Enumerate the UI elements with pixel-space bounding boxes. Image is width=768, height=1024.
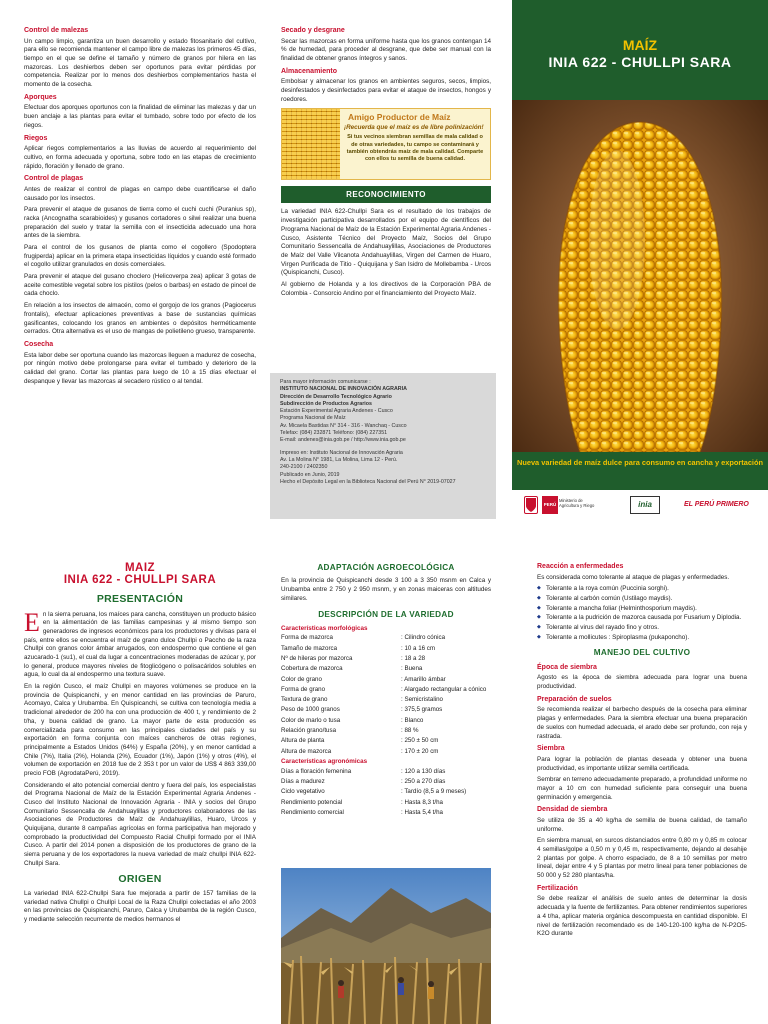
text-siembra-2: Sembrar en terreno adecuadamente preparado, a profundidad uniforme no mayor a 10 cm con humedad suficiente para conseguir una buena germinación y emergencia. bbox=[537, 776, 747, 801]
corn-cob-illustration bbox=[512, 100, 768, 452]
contact-line: E-mail: andenes@inia.gob.pe / http://www.inia.gob.pe bbox=[280, 437, 406, 444]
table-row bbox=[281, 747, 491, 757]
text-presentacion-2: En la región Cusco, el maíz Chullpi en mayores volúmenes se produce en la provincia de Quispicanchi, y en menor cantidad en las provincias de Paruro, Acomayo, Calca y Urubamba. En Quispicanchi, se cultiva con tecnología media a tradicional alrededor de 200 ha con una producción de 400 t, y rendimiento de 2 t/ha, y buena calidad de grano. La mayor parte de esta producción es comercializada para consumo en las principales ciudades del país y su exportación en forma conjunta con maíces cancheros de otras regiones, principalmente a Estados Unidos (64%) y España (20%), y en menor cantidad a Chile (7%), Italia (2%), Holanda (2%), Ecuador (1%), Japón (1%) y otros (4%), el volumen de exportación en 2018 fue de 2 353 t por un valor de US$ 4 863 339,00 precio FOB (AgrodataPerú, 2019). bbox=[24, 683, 256, 777]
list-item: ◆ Tolerante a mollicutes : Spiroplasma (pukaponcho). bbox=[537, 634, 747, 643]
table-cell-label: Días a floración femenina bbox=[281, 767, 352, 775]
text-riegos: Aplicar riegos complementarios a las lluvias de acuerdo al requerimiento del cultivo, en forma adecuada y oportuna, sobre todo en las etapas de crecimiento rápido, floración y llenado de grano. bbox=[24, 145, 256, 170]
text-cosecha: Esta labor debe ser oportuna cuando las mazorcas lleguen a madurez de cosecha, por ningún motivo debe prolongarse para evitar el tumbado y deterioro de la calidad del grano. Cortar las plantas para luego de 10 a 15 días efectuar el despanque y llevar las mazorcas al secadero rústico o al tendal. bbox=[24, 351, 256, 385]
table-row bbox=[281, 736, 491, 746]
table-cell-label: Relación grano/tusa bbox=[281, 727, 337, 735]
logo-strip bbox=[512, 490, 768, 520]
table-row bbox=[281, 664, 491, 674]
contact-line: Telefax: (084) 232871 Teléfono: (084) 227351 bbox=[280, 430, 388, 437]
table-cell-value: : Buena bbox=[401, 665, 423, 673]
heading-reconocimiento: RECONOCIMIENTO bbox=[281, 186, 491, 203]
list-item: ◆ Tolerante al carbón común (Ustilago maydis). bbox=[537, 595, 747, 604]
column-descripcion bbox=[281, 562, 491, 862]
text-preparacion: Se recomienda realizar el barbecho después de la cosecha para eliminar plagas y enfermedades. Para la siembra efectuar una buena preparación de suelos con humedad adecuada, el arado debe ser profundo, con reja y rastrada. bbox=[537, 706, 747, 740]
heading-control-malezas: Control de malezas bbox=[24, 27, 89, 34]
contact-line: Dirección de Desarrollo Tecnológico Agrario bbox=[280, 393, 392, 400]
table-cell-label: Rendimiento comercial bbox=[281, 808, 344, 816]
list-item: ◆ Tolerante a la pudrición de mazorca causada por Fusarium y Diplodia. bbox=[537, 614, 747, 623]
table-row bbox=[281, 695, 491, 705]
promo-body: Si tus vecinos siembran semillas de mala calidad o de otras variedades, tu campo se contaminará y también obtendrás maíz de mala calidad. Comparte con ellos tu semilla de buena calidad. bbox=[346, 134, 484, 163]
table-cell-value: : 250 ± 50 cm bbox=[401, 737, 439, 745]
imprint-line: Impreso en: Instituto Nacional de Innovación Agraria bbox=[280, 449, 403, 456]
table-cell-label: Altura de mazorca bbox=[281, 747, 332, 755]
list-item: ◆ Tolerante a mancha foliar (Helminthosporium maydis). bbox=[537, 605, 747, 614]
table-cell-label: Color de marlo o tusa bbox=[281, 716, 341, 724]
text-plagas-5: En relación a los insectos de almacén, como el gorgojo de los granos (Pagiocerus frontalis), efectuar aplicaciones preventivas a base de sustancias químicas gasificantes, colocando los granos en ambientes o depósitos herméticamente cerrados. Otra alternativa es el uso de mangas de polietileno grueso, transparente. bbox=[24, 302, 256, 336]
heading-fertilizacion: Fertilización bbox=[537, 884, 578, 892]
heading-presentacion: PRESENTACIÓN bbox=[96, 593, 184, 606]
list-item: ◆ Tolerante a la roya común (Puccinia sorghi). bbox=[537, 585, 747, 594]
heading-almacenamiento: Almacenamiento bbox=[281, 67, 338, 75]
table-cell-value: : Hasta 8,3 t/ha bbox=[401, 798, 443, 806]
cover-subtitle: INIA 622 - CHULLPI SARA bbox=[548, 54, 732, 70]
table-cell-value: : Amarillo ámbar bbox=[401, 675, 446, 683]
promo-box bbox=[281, 108, 491, 180]
heading-siembra: Siembra bbox=[537, 745, 565, 753]
text-plagas-3: Para el control de los gusanos de planta como el cogollero (Spodoptera frugiperda) aplicar en la primera etapa insecticidas líquidos y cuando esté formado el cogollo utilizar granulados en dosis comerciales. bbox=[24, 244, 256, 269]
list-item: ◆ Tolerante al virus del rayado fino y otros. bbox=[537, 624, 747, 633]
table-row bbox=[281, 685, 491, 695]
table-cell-label: Forma de grano bbox=[281, 685, 326, 693]
column-manejo bbox=[537, 562, 747, 1024]
table-cell-value: : 18 a 28 bbox=[401, 654, 426, 662]
text-presentacion-3: Considerando el alto potencial comercial dentro y fuera del país, los especialistas del Programa Nacional de Maíz de la Estación Experimental Agraria Andenes - Cusco del Instituto Nacional de Innovación Agraria - INIA y socios del Grupo Comunitario Sessencalla de Andahuaylillas y productores colaboradores de las Asociaciones de Productores de Maíz de Andahuaylillas, Huaro, Urcos y Quiquijana, durante 8 campañas agrícolas en forma participativa han mejorado y comprobado la productividad del Compuesto Racial Chullpi formado por el INIA Cusco. A partir del 2014 ponen a disposición de los productores de grano de la sierra peruana y de los exportadores la nueva variedad de maíz chullpi INIA 622-Chullpi Sara. bbox=[24, 781, 256, 867]
text-control-malezas: Un campo limpio, garantiza un buen desarrollo y estado fitosanitario del cultivo, para ello se recomienda mantener el campo libre de malezas los primeros 45 días, tiempo en el que se define el tamaño y número de granos por hilera en las mazorcas. Los deshierbos deben ser oportunos para evitar pérdidas por competencia. Realizar por lo menos dos deshierbos complementarios hasta el momento de la cosecha. bbox=[24, 37, 256, 89]
imprint-line: Hecho el Depósito Legal en la Biblioteca Nacional del Perú N° 2019-07027 bbox=[280, 478, 456, 485]
heading-origen: ORIGEN bbox=[118, 872, 162, 885]
heading-aporques: Aporques bbox=[24, 93, 57, 101]
text-densidad-1: Se utiliza de 35 a 40 kg/ha de semilla de buena calidad, de tamaño uniforme. bbox=[537, 816, 747, 833]
table-cell-value: : Tardío (8,5 a 9 meses) bbox=[401, 788, 467, 796]
table-row bbox=[281, 787, 491, 797]
table-cell-value: : Semicristalino bbox=[401, 696, 443, 704]
contact-line: Estación Experimental Agraria Andenes - Cusco bbox=[280, 408, 393, 415]
heading-preparacion: Preparación de suelos bbox=[537, 695, 612, 703]
table-cell-value: : 170 ± 20 cm bbox=[401, 747, 439, 755]
table-cell-value: : 120 a 130 días bbox=[401, 767, 446, 775]
table-cell-value: : Hasta 5,4 t/ha bbox=[401, 808, 443, 816]
table-cell-label: Cobertura de mazorca bbox=[281, 665, 343, 673]
cover-caption: Nueva variedad de maíz dulce para consumo en cancha y exportación bbox=[512, 452, 768, 490]
table-cell-value: : 10 a 16 cm bbox=[401, 644, 436, 652]
heading-morfologicas: Características morfológicas bbox=[281, 624, 368, 632]
table-row bbox=[281, 644, 491, 654]
heading-densidad: Densidad de siembra bbox=[537, 806, 608, 814]
table-cell-label: Textura de grano bbox=[281, 696, 328, 704]
logo-peru: PERÚ bbox=[542, 496, 558, 514]
table-row bbox=[281, 633, 491, 643]
text-plagas-2: Para prevenir el ataque de gusanos de tierra como el cuchi cuchi (Puranius sp), racka (Ancognatha scarabioides) y gusanos cortadores o silwi realizar una buena preparación del suelo y tratar la semilla con el insecticida adecuado una hora antes de la siembra. bbox=[24, 206, 256, 240]
contact-line: Para mayor información comunicarse : bbox=[280, 379, 371, 385]
contact-line: INSTITUTO NACIONAL DE INNOVACIÓN AGRARIA bbox=[280, 386, 407, 393]
corn-cob-photo bbox=[512, 100, 768, 452]
table-row bbox=[281, 777, 491, 787]
table-cell-label: Días a madurez bbox=[281, 777, 325, 785]
back-title-line1: MAÍZ bbox=[124, 562, 156, 574]
shield-icon bbox=[524, 496, 538, 514]
imprint-line: Av. La Molina N° 1981, La Molina, Lima 12 - Perú. bbox=[280, 456, 398, 463]
heading-control-plagas: Control de plagas bbox=[24, 175, 84, 183]
table-row bbox=[281, 808, 491, 818]
heading-manejo: MANEJO DEL CULTIVO bbox=[593, 648, 691, 658]
table-cell-value: : Alargado rectangular a cónico bbox=[401, 685, 487, 693]
drop-cap: E bbox=[24, 607, 40, 637]
table-cell-label: Color de grano bbox=[281, 675, 322, 683]
corn-grains-image bbox=[282, 109, 340, 179]
column-presentacion bbox=[24, 562, 256, 1024]
text-siembra-1: Para lograr la población de plantas deseada y obtener una buena productividad, es importante utilizar semilla certificada. bbox=[537, 755, 747, 772]
heading-adaptacion: ADAPTACIÓN AGROECOLÓGICA bbox=[317, 563, 455, 572]
table-row bbox=[281, 705, 491, 715]
table-cell-label: Ciclo vegetativo bbox=[281, 788, 325, 796]
heading-riegos: Riegos bbox=[24, 134, 48, 142]
promo-title: Amigo Productor de Maíz bbox=[348, 112, 451, 123]
table-cell-value: : 375,5 gramos bbox=[401, 706, 443, 714]
table-row bbox=[281, 716, 491, 726]
contact-box bbox=[270, 373, 496, 519]
table-row bbox=[281, 654, 491, 664]
text-fertilizacion: Se debe realizar el análisis de suelo antes de determinar la dosis adecuada y la fuente de fertilizantes. Para obtener rendimientos superiores a 4 t/ha, aplicar materia orgánica descompuesta en cantidad disponible. El nivel de fertilización recomendado es de 140-120-100 kg/ha de N-P2O5-K2O durante bbox=[537, 895, 747, 938]
contact-line: Programa Nacional de Maíz bbox=[280, 415, 346, 422]
heading-epoca: Época de siembra bbox=[537, 663, 597, 671]
heading-agronomicas: Características agronómicas bbox=[281, 757, 368, 765]
logo-inia: inia bbox=[630, 496, 660, 514]
table-cell-label: Altura de planta bbox=[281, 737, 325, 745]
contact-line: Av. Micaela Bastidas N° 314 - 316 - Wanchaq - Cusco bbox=[280, 422, 407, 429]
logo-el-peru-primero: EL PERÚ PRIMERO bbox=[684, 501, 749, 508]
table-row bbox=[281, 798, 491, 808]
table-cell-value: : 88 % bbox=[401, 727, 419, 735]
cover-title: MAÍZ bbox=[622, 37, 658, 53]
table-cell-label: Forma de mazorca bbox=[281, 634, 333, 642]
text-aporques: Efectuar dos aporques oportunos con la finalidad de eliminar las malezas y dar un buen anclaje a las plantas para evitar el tumbado, sobre todo por efecto de los riegos. bbox=[24, 104, 256, 129]
disease-tolerance-list bbox=[537, 585, 747, 642]
text-reaccion: Es considerada como tolerante al ataque de plagas y enfermedades. bbox=[537, 573, 730, 581]
heading-descripcion: DESCRIPCIÓN DE LA VARIEDAD bbox=[318, 610, 454, 620]
column-cultivation-practices bbox=[24, 26, 256, 516]
table-cell-label: Tamaño de mazorca bbox=[281, 644, 338, 652]
table-cell-value: : 250 a 270 días bbox=[401, 777, 446, 785]
maize-field-illustration bbox=[281, 868, 491, 1024]
cover-panel bbox=[512, 0, 768, 534]
heading-secado: Secado y desgrane bbox=[281, 27, 345, 34]
heading-reaccion: Reacción a enfermedades bbox=[537, 563, 624, 570]
table-cell-label: Peso de 1000 granos bbox=[281, 706, 340, 714]
table-row bbox=[281, 767, 491, 777]
heading-cosecha: Cosecha bbox=[24, 340, 54, 348]
table-row bbox=[281, 726, 491, 736]
morphology-table bbox=[281, 633, 491, 757]
text-almacenamiento: Embolsar y almacenar los granos en ambientes seguros, secos, limpios, desinfestados y desinfectados para evitar el ataque de insectos, hongos y roedores. bbox=[281, 78, 491, 103]
field-photo bbox=[281, 868, 491, 1024]
table-cell-label: Nº de hileras por mazorca bbox=[281, 654, 353, 662]
text-plagas-4: Para prevenir el ataque del gusano choclero (Helicoverpa zea) aplicar 3 gotas de aceite comestible vegetal sobre los pistilos (pelos o barbas) en estado de pincel de cada choclo. bbox=[24, 273, 256, 298]
text-secado: Secar las mazorcas en forma uniforme hasta que los granos contengan 14 % de humedad, para proceder al desgrane, que debe ser manual con la finalidad de obtener granos íntegros y sanos. bbox=[281, 37, 491, 63]
text-densidad-2: En siembra manual, en surcos distanciados entre 0,80 m y 0,85 m colocar 4 semillas/golpe a 0,50 m y 0,45 m, respectivamente, dejando al desahije 2 plantas por golpe. A chorro espaciado, de 8 a 10 semillas por metro lineal, dejar entre 4 y 5 plantas por metro lineal para tener poblaciones de 50 000 y 52 280 plantas/ha. bbox=[537, 837, 747, 880]
promo-subtitle: ¡Recuerda que el maíz es de libre polinización! bbox=[344, 124, 484, 132]
text-reconocimiento-1: La variedad INIA 622-Chullpi Sara es el resultado de los trabajos de investigación participativa desarrollados por el equipo de científicos del Programa Nacional de Maíz de la Estación Experimental Agraria Andenes - Cusco, Asistente Técnico del Proyecto Maíz, Socios del Grupo Comunitario Sessencalla de Andahuaylillas, Asociaciones de Productores de Maíz del Valle Vilcanota Andahuaylillas, Virgen del Carmen de Huaro, Virgen Purificada de Titio - Quiquijana y San Isidro de Mollebamba - Urcos (Quispicanchi, Cusco). bbox=[281, 208, 491, 277]
back-title-line2: INIA 622 - CHULLPI SARA bbox=[63, 574, 217, 587]
text-origen: La variedad INIA 622-Chullpi Sara fue mejorada a partir de 157 familias de la variedad nativa Chullpi o Chullpi Local de la Raza Chullpi colectadas el año 2003 en las provincias de Quispicanchi, Paruro, Calca y Urubamba de la región Cusco, y mediante selección recurrente de medios hermanos el bbox=[24, 890, 256, 924]
table-cell-label: Rendimiento potencial bbox=[281, 798, 343, 806]
logo-ministerio: Ministerio de Agricultura y Riego bbox=[559, 498, 595, 508]
imprint-line: Publicado en Junio, 2019 bbox=[280, 471, 340, 478]
contact-line: Subdirección de Productos Agrarios bbox=[280, 400, 372, 407]
imprint-line: 240-2100 / 2402350 bbox=[280, 464, 328, 471]
table-cell-value: : Blanco bbox=[401, 716, 424, 724]
text-epoca: Agosto es la época de siembra adecuada para lograr una buena productividad. bbox=[537, 674, 747, 691]
text-plagas-1: Antes de realizar el control de plagas en campo debe cuantificarse el daño causado por los insectos. bbox=[24, 185, 256, 202]
text-adaptacion: En la provincia de Quispicanchi desde 3 100 a 3 350 msnm en Calca y Urubamba entre 2 750 y 2 950 msnm, y en zonas maiceras con altitudes similares. bbox=[281, 577, 491, 602]
text-presentacion-1: En la sierra peruana, los maíces para cancha, constituyen un producto básico en la alimentación de las familias campesinas y al mismo tiempo son generadores de ingresos económicos para los productores y divisas para el país, entre ellos se encuentra el maíz de grano dulce Chullpi o Paccho de la raza Chullpi con granos color ámbar arrugados, con endospermo que contiene el gen azucarado-1 (su1), el cual da lugar a concentraciones moderadas de azúcar y, por lo general, produce mayores niveles de fitoglicógeno o polisacáridos solubles en agua, lo cual da al endospermo una textura suave. bbox=[24, 607, 256, 679]
agronomy-table bbox=[281, 767, 491, 818]
table-cell-value: : Cilindro cónica bbox=[401, 634, 446, 642]
text-reconocimiento-2: Al gobierno de Holanda y a los directivos de la Corporación PBA de Colombia - Consorcio Andino por el financiamiento del Proyecto Maíz. bbox=[281, 280, 491, 297]
table-row bbox=[281, 675, 491, 685]
